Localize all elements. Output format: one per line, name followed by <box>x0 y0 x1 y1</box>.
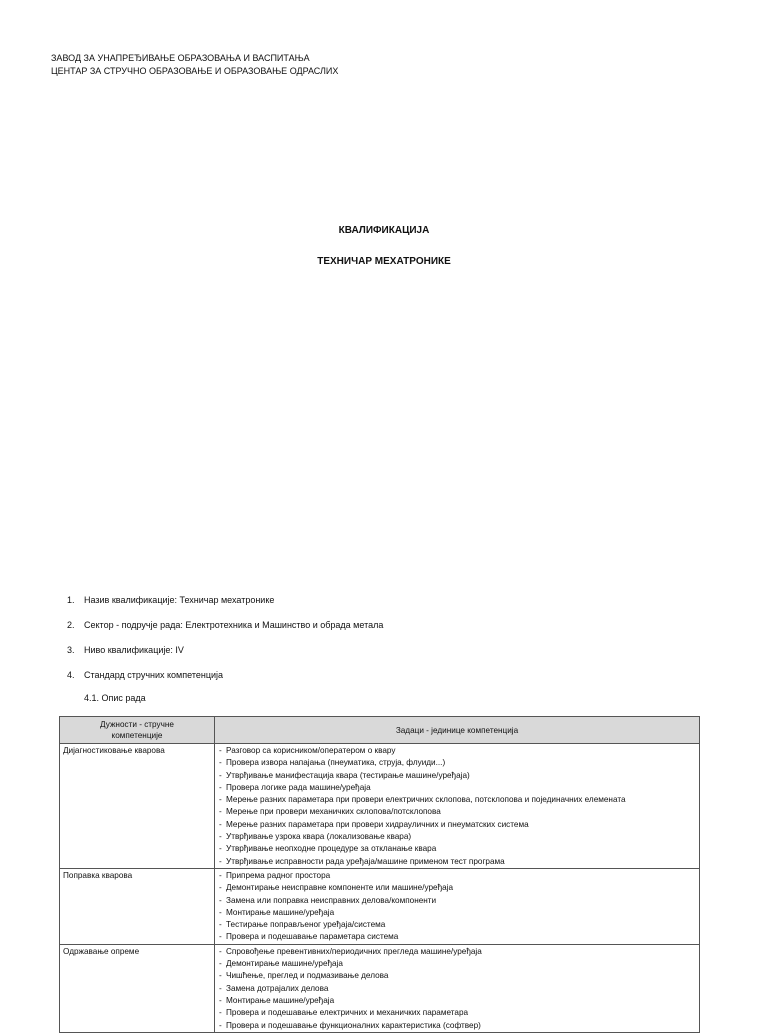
info-item-standard <box>67 670 383 681</box>
duties-header-line-1: Дужности - стручне <box>100 720 174 729</box>
task-item: - Припрема радног простора <box>218 870 696 882</box>
task-item: - Разговор са корисником/оператером о квару <box>218 745 696 757</box>
qualification-heading: КВАЛИФИКАЦИЈА <box>338 225 430 236</box>
info-item-number: 4. <box>67 670 75 680</box>
tasks-cell <box>215 868 700 944</box>
duty-cell <box>60 744 215 869</box>
info-item-number: 1. <box>67 595 75 605</box>
task-item: - Утврђивање манифестација квара (тестирање машине/уређаја) <box>218 770 696 782</box>
info-item-number: 2. <box>67 620 75 630</box>
task-item: - Провера и подешавање параметара система <box>218 931 696 943</box>
table-row <box>60 868 700 944</box>
table-row <box>60 944 700 1032</box>
task-item: - Спровођење превентивних/периодичних прегледа машине/уређаја <box>218 946 696 958</box>
subsection-heading: 4.1. Опис рада <box>84 693 146 703</box>
task-item: - Провера и подешавање електричних и механичких параметара <box>218 1007 696 1019</box>
task-item: - Замена или поправка неисправних делова/компоненти <box>218 895 696 907</box>
task-item: - Мерење разних параметара при провери електричних склопова, потсклопова и појединачних елемената <box>218 794 696 806</box>
duties-header-line-2: компетенције <box>111 731 163 740</box>
task-item: - Мерење разних параметара при провери хидрауличних и пнеуматских система <box>218 819 696 831</box>
task-item: - Монтирање машине/уређаја <box>218 995 696 1007</box>
task-item: - Утврђивање исправности рада уређаја/машине применом тест програма <box>218 856 696 868</box>
info-item-sector <box>67 620 383 631</box>
qualification-info-list <box>67 595 383 695</box>
task-item: - Замена дотрајалих делова <box>218 983 696 995</box>
table-header-row <box>60 717 700 744</box>
info-item-text: Назив квалификације: Техничар мехатронике <box>84 595 275 605</box>
org-line-1: ЗАВОД ЗА УНАПРЕЂИВАЊЕ ОБРАЗОВАЊА И ВАСПИТАЊА <box>51 53 310 63</box>
duty-cell <box>60 944 215 1032</box>
task-item: - Провера и подешавање функционалних карактеристика (софтвер) <box>218 1020 696 1032</box>
duty-label: Дијагностиковање кварова <box>63 746 165 755</box>
task-item: - Утврђивање неопходне процедуре за откланање квара <box>218 843 696 855</box>
task-item: - Мерење при провери механичких склопова/потсклопова <box>218 806 696 818</box>
task-item: - Демонтирање неисправне компоненте или машине/уређаја <box>218 882 696 894</box>
info-item-level <box>67 645 383 656</box>
task-item: - Провера логике рада машине/уређаја <box>218 782 696 794</box>
info-item-number: 3. <box>67 645 75 655</box>
duties-column-header <box>60 717 215 744</box>
info-item-text: Стандард стручних компетенција <box>84 670 224 680</box>
task-item: - Чишћење, преглед и подмазивање делова <box>218 970 696 982</box>
task-item: - Тестирање поправљеног уређаја/система <box>218 919 696 931</box>
task-item: - Провера извора напајања (пнеуматика, струја, флуиди...) <box>218 757 696 769</box>
info-item-name <box>67 595 383 606</box>
organization-header <box>51 52 338 78</box>
task-item: - Демонтирање машине/уређаја <box>218 958 696 970</box>
duty-label: Поправка кварова <box>63 870 133 880</box>
info-item-text: Сектор - подручје рада: Електротехника и Машинство и обрада метала <box>84 620 384 630</box>
task-item: - Утврђивање узрока квара (локализовање квара) <box>218 831 696 843</box>
tasks-cell <box>215 944 700 1032</box>
tasks-column-header: Задаци - јединице компетенција <box>215 717 700 744</box>
task-item: - Монтирање машине/уређаја <box>218 907 696 919</box>
table-row <box>60 744 700 869</box>
qualification-name: ТЕХНИЧАР МЕХАТРОНИКЕ <box>317 256 451 267</box>
competency-table <box>59 716 700 1033</box>
info-item-text: Ниво квалификације: IV <box>84 645 184 655</box>
tasks-cell <box>215 744 700 869</box>
duty-label: Одржавање опреме <box>63 946 140 956</box>
org-line-2: ЦЕНТАР ЗА СТРУЧНО ОБРАЗОВАЊЕ И ОБРАЗОВАЊЕ ОДРАСЛИХ <box>51 66 339 76</box>
duty-cell <box>60 868 215 944</box>
